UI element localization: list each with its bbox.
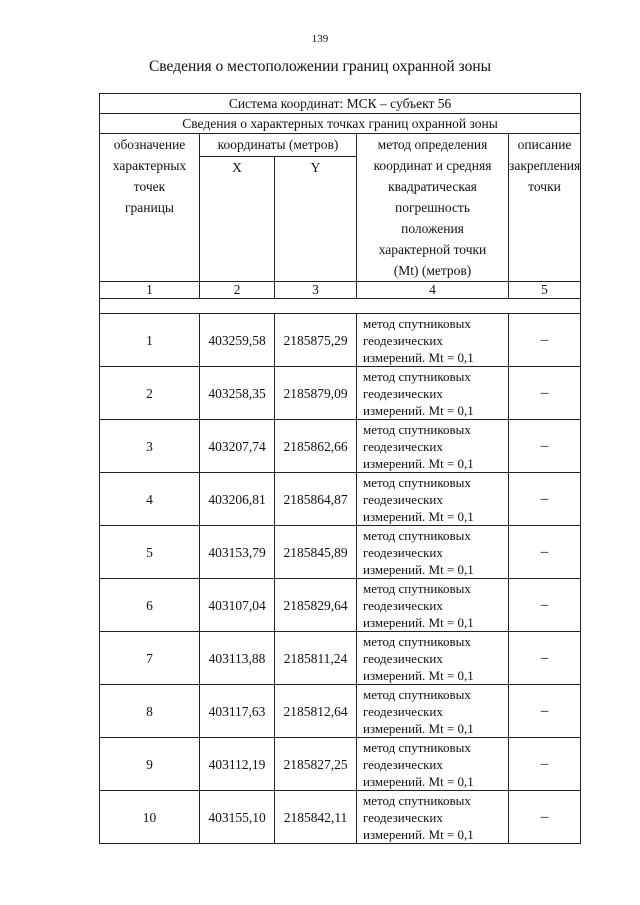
table-row [100, 526, 581, 579]
table-row [100, 632, 581, 685]
x-coordinate-cell: 403113,88 [200, 632, 275, 685]
y-coordinate-cell: 2185827,25 [275, 738, 357, 791]
method-text: метод спутниковых [363, 792, 471, 808]
header-y: Y [275, 157, 357, 282]
y-coordinate-cell: 2185879,09 [275, 367, 357, 420]
description-cell: – [509, 738, 581, 791]
boundary-points-table [99, 93, 581, 844]
point-number-cell: 9 [100, 738, 200, 791]
method-text: метод спутниковых [363, 633, 471, 649]
column-number: 4 [357, 282, 509, 299]
header-text: точки [528, 179, 561, 194]
x-coordinate-cell: 403258,35 [200, 367, 275, 420]
table-row [100, 420, 581, 473]
column-number: 2 [200, 282, 275, 299]
table-row [100, 685, 581, 738]
header-x: X [200, 157, 275, 282]
method-text: метод спутниковых [363, 315, 471, 331]
x-coordinate-cell: 403155,10 [200, 791, 275, 844]
document-title: Сведения о местоположении границ охранной зоны [148, 58, 492, 75]
method-text: геодезических [363, 703, 443, 719]
point-number-cell: 1 [100, 314, 200, 367]
method-text: измерений. Mt = 0,1 [363, 561, 474, 577]
description-cell: – [509, 685, 581, 738]
method-text: геодезических [363, 809, 443, 825]
header-description [509, 134, 581, 282]
coord-system-cell: Система координат: МСК – субъект 56 [100, 94, 581, 114]
method-text: метод спутниковых [363, 527, 471, 543]
method-text: измерений. Mt = 0,1 [363, 508, 474, 524]
method-text: геодезических [363, 756, 443, 772]
table-row [100, 473, 581, 526]
method-text: метод спутниковых [363, 368, 471, 384]
description-cell: – [509, 367, 581, 420]
method-text: метод спутниковых [363, 686, 471, 702]
method-cell [357, 314, 509, 367]
header-text: закрепления [509, 158, 581, 173]
point-number-cell: 5 [100, 526, 200, 579]
column-number: 1 [100, 282, 200, 299]
x-coordinate-cell: 403117,63 [200, 685, 275, 738]
x-coordinate-cell: 403112,19 [200, 738, 275, 791]
y-coordinate-cell: 2185811,24 [275, 632, 357, 685]
column-number: 5 [509, 282, 581, 299]
method-text: геодезических [363, 597, 443, 613]
method-text: измерений. Mt = 0,1 [363, 614, 474, 630]
method-text: геодезических [363, 332, 443, 348]
description-cell: – [509, 791, 581, 844]
header-text: обозначение [113, 137, 186, 152]
table-row [100, 738, 581, 791]
header-text: положения [401, 221, 464, 236]
description-cell: – [509, 526, 581, 579]
y-coordinate-cell: 2185842,11 [275, 791, 357, 844]
table-row [100, 579, 581, 632]
method-text: геодезических [363, 650, 443, 666]
x-coordinate-cell: 403259,58 [200, 314, 275, 367]
table-row [100, 791, 581, 844]
method-text: метод спутниковых [363, 739, 471, 755]
method-text: геодезических [363, 544, 443, 560]
x-coordinate-cell: 403107,04 [200, 579, 275, 632]
header-text: погрешность [394, 200, 470, 215]
point-number-cell: 6 [100, 579, 200, 632]
x-coordinate-cell: 403153,79 [200, 526, 275, 579]
header-text: характерной точки [378, 242, 487, 257]
method-text: измерений. Mt = 0,1 [363, 773, 474, 789]
header-coordinates-group: координаты (метров) [200, 134, 357, 157]
y-coordinate-cell: 2185875,29 [275, 314, 357, 367]
method-text: измерений. Mt = 0,1 [363, 826, 474, 842]
header-row [100, 134, 581, 157]
point-number-cell: 10 [100, 791, 200, 844]
point-number-cell: 3 [100, 420, 200, 473]
method-text: измерений. Mt = 0,1 [363, 720, 474, 736]
header-text: квадратическая [388, 179, 477, 194]
column-numbers-row [100, 282, 581, 299]
method-text: измерений. Mt = 0,1 [363, 402, 474, 418]
table-row [100, 314, 581, 367]
method-cell [357, 738, 509, 791]
method-cell [357, 632, 509, 685]
description-cell: – [509, 579, 581, 632]
header-text: метод определения [377, 137, 488, 152]
y-coordinate-cell: 2185812,64 [275, 685, 357, 738]
point-number-cell: 2 [100, 367, 200, 420]
point-number-cell: 8 [100, 685, 200, 738]
header-method [357, 134, 509, 282]
method-cell [357, 685, 509, 738]
x-coordinate-cell: 403207,74 [200, 420, 275, 473]
y-coordinate-cell: 2185862,66 [275, 420, 357, 473]
header-text: описание [517, 137, 572, 152]
x-coordinate-cell: 403206,81 [200, 473, 275, 526]
method-text: измерений. Mt = 0,1 [363, 349, 474, 365]
header-text: границы [124, 200, 175, 215]
method-cell [357, 526, 509, 579]
method-text: геодезических [363, 491, 443, 507]
description-cell: – [509, 420, 581, 473]
column-number: 3 [275, 282, 357, 299]
method-text: геодезических [363, 385, 443, 401]
method-cell [357, 367, 509, 420]
y-coordinate-cell: 2185829,64 [275, 579, 357, 632]
header-text: характерных [112, 158, 187, 173]
header-text: (Mt) (метров) [393, 263, 472, 278]
method-text: измерений. Mt = 0,1 [363, 667, 474, 683]
method-text: метод спутниковых [363, 580, 471, 596]
section-title-row [100, 114, 581, 134]
coord-system-row [100, 94, 581, 114]
header-text: точек [133, 179, 166, 194]
method-cell [357, 473, 509, 526]
y-coordinate-cell: 2185845,89 [275, 526, 357, 579]
point-number-cell: 4 [100, 473, 200, 526]
y-coordinate-cell: 2185864,87 [275, 473, 357, 526]
method-cell [357, 420, 509, 473]
page-number: 139 [311, 33, 329, 45]
section-title-cell: Сведения о характерных точках границ охранной зоны [100, 114, 581, 134]
header-text: координат и средняя [373, 158, 492, 173]
description-cell: – [509, 473, 581, 526]
method-text: метод спутниковых [363, 421, 471, 437]
spacer-row [100, 299, 581, 314]
description-cell: – [509, 314, 581, 367]
method-text: геодезических [363, 438, 443, 454]
method-text: измерений. Mt = 0,1 [363, 455, 474, 471]
point-number-cell: 7 [100, 632, 200, 685]
header-point-designation [100, 134, 200, 282]
method-cell [357, 579, 509, 632]
method-cell [357, 791, 509, 844]
spacer-cell [100, 299, 581, 314]
method-text: метод спутниковых [363, 474, 471, 490]
table-row [100, 367, 581, 420]
description-cell: – [509, 632, 581, 685]
